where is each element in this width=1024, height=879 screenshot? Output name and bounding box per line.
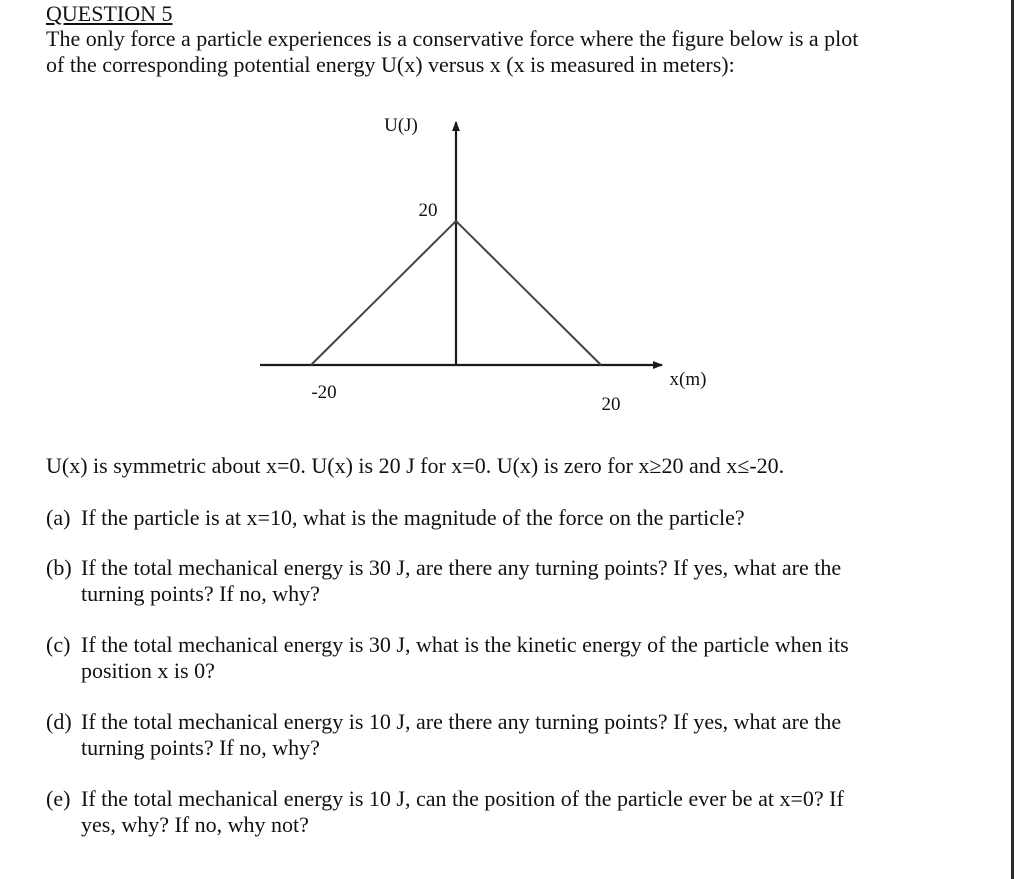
part-line: turning points? If no, why? — [81, 581, 320, 606]
question-part-e — [46, 786, 926, 838]
part-text — [81, 555, 926, 607]
part-line: yes, why? If no, why not? — [81, 812, 309, 837]
part-line: turning points? If no, why? — [81, 735, 320, 760]
x-axis-label: x(m) — [669, 369, 707, 390]
part-line: If the total mechanical energy is 30 J, what is the kinetic energy of the particle when its — [81, 632, 849, 657]
question-part-a — [46, 505, 926, 531]
part-text — [81, 505, 926, 531]
part-line: If the total mechanical energy is 30 J, are there any turning points? If yes, what are the — [81, 555, 842, 580]
part-letter: (a) — [46, 505, 71, 530]
part-line: If the total mechanical energy is 10 J, are there any turning points? If yes, what are the — [81, 709, 842, 734]
plot-canvas — [46, 100, 746, 430]
question-intro — [46, 26, 946, 78]
intro-line-2: of the corresponding potential energy U(x) versus x (x is measured in meters): — [46, 52, 735, 77]
part-letter: (c) — [46, 632, 71, 657]
x-tick-label: 20 — [601, 394, 621, 415]
question-part-b — [46, 555, 926, 607]
question-page — [46, 0, 976, 879]
part-text — [81, 709, 926, 761]
question-part-c — [46, 632, 926, 684]
part-letter: (d) — [46, 709, 72, 734]
question-part-d — [46, 709, 926, 761]
part-letter: (b) — [46, 555, 72, 580]
page-border — [1011, 0, 1014, 879]
question-heading: QUESTION 5 — [46, 1, 173, 26]
part-line: position x is 0? — [81, 658, 215, 683]
y-axis-label: U(J) — [384, 115, 418, 136]
part-line: If the particle is at x=10, what is the magnitude of the force on the particle? — [81, 505, 745, 530]
intro-line-1: The only force a particle experiences is a conservative force where the figure below is a plot — [46, 26, 859, 51]
potential-energy-plot — [46, 100, 746, 430]
part-text — [81, 632, 926, 684]
x-tick-label: -20 — [311, 382, 337, 403]
part-line: If the total mechanical energy is 10 J, can the position of the particle ever be at x=0? If — [81, 786, 844, 811]
plot-description: U(x) is symmetric about x=0. U(x) is 20 J for x=0. U(x) is zero for x≥20 and x≤-20. — [46, 453, 785, 478]
part-letter: (e) — [46, 786, 71, 811]
part-text — [81, 786, 926, 838]
y-tick-label: 20 — [418, 200, 438, 221]
